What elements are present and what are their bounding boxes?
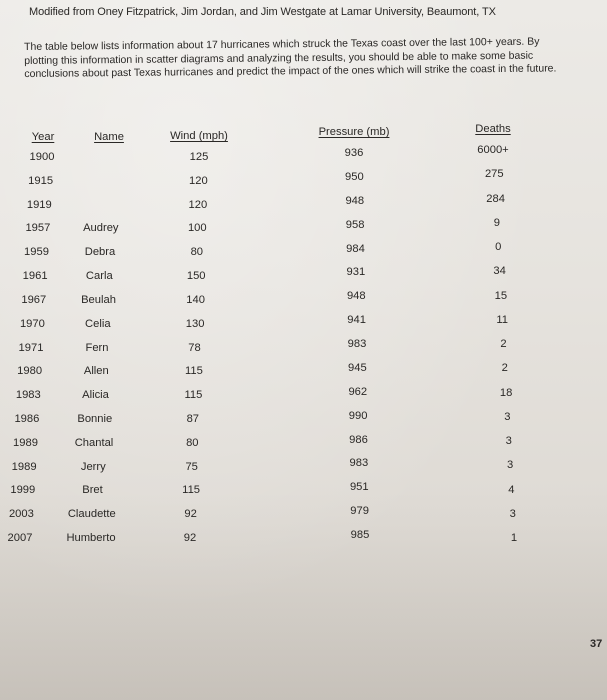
cell-wind: 140: [186, 293, 205, 306]
cell-year: 1989: [11, 460, 37, 473]
cell-deaths: 275: [484, 168, 504, 181]
cell-deaths: 9: [493, 216, 501, 229]
cell-year: 1971: [18, 341, 44, 354]
cell-pressure: 931: [346, 266, 366, 279]
cell-pressure: 941: [347, 314, 366, 327]
cell-deaths: 6000+: [477, 144, 509, 156]
cell-pressure: 985: [350, 529, 370, 541]
cell-pressure: 990: [348, 409, 368, 422]
column-header-name: Name: [94, 131, 124, 143]
cell-name: Fern: [85, 341, 109, 354]
cell-wind: 92: [183, 532, 197, 544]
cell-deaths: 3: [506, 459, 514, 472]
cell-year: 1983: [15, 389, 41, 402]
cell-pressure: 979: [350, 505, 369, 518]
cell-name: Audrey: [83, 222, 119, 235]
cell-year: 1970: [19, 317, 45, 330]
cell-deaths: 2: [501, 362, 508, 375]
cell-name: Humberto: [66, 532, 116, 544]
cell-pressure: 948: [345, 194, 365, 207]
cell-deaths: 3: [509, 507, 516, 520]
cell-wind: 80: [190, 246, 204, 259]
cell-wind: 150: [186, 270, 206, 283]
cell-year: 1961: [22, 270, 48, 283]
cell-deaths: 3: [504, 410, 511, 423]
cell-year: 1900: [29, 151, 55, 163]
cell-year: 1980: [17, 365, 43, 378]
cell-name: Bonnie: [77, 412, 113, 425]
intro-paragraph: The table below lists information about 17 hurricanes which struck the Texas coast over the last 100+ years. By plotting this information in scatter diagrams and analyzing the results, you should be able to make some basic conclusions about past Texas hurricanes and predict the impact of the ones which will strike the coast in the future.: [24, 35, 557, 80]
cell-wind: 115: [184, 365, 203, 378]
cell-pressure: 948: [346, 290, 366, 303]
column-header-wind: Wind (mph): [170, 130, 228, 142]
source-credit: Modified from Oney Fitzpatrick, Jim Jordan, and Jim Westgate at Lamar University, Beaumont, TX: [29, 6, 496, 18]
column-header-deaths: Deaths: [475, 123, 511, 135]
cell-deaths: 3: [505, 435, 512, 447]
page-number: 37: [590, 638, 603, 650]
cell-pressure: 945: [348, 361, 367, 374]
cell-wind: 80: [186, 436, 199, 449]
cell-pressure: 984: [346, 242, 365, 255]
cell-name: Bret: [82, 484, 103, 497]
cell-deaths: 15: [494, 289, 508, 302]
cell-wind: 120: [188, 198, 208, 211]
cell-deaths: 11: [496, 313, 508, 326]
cell-year: 2007: [7, 532, 33, 544]
cell-wind: 100: [187, 222, 207, 235]
cell-deaths: 0: [495, 241, 502, 253]
cell-pressure: 986: [349, 433, 368, 446]
cell-wind: 130: [185, 317, 205, 330]
cell-pressure: 951: [349, 481, 369, 494]
cell-name: Beulah: [81, 293, 116, 306]
cell-deaths: 4: [508, 483, 515, 496]
cell-wind: 78: [188, 341, 201, 354]
cell-wind: 115: [184, 389, 203, 402]
cell-name: Alicia: [82, 389, 109, 402]
column-header-year: Year: [31, 131, 55, 143]
cell-pressure: 962: [348, 385, 368, 398]
cell-wind: 115: [182, 484, 201, 497]
cell-name: Carla: [85, 270, 113, 283]
cell-deaths: 18: [499, 386, 513, 399]
cell-year: 1957: [25, 222, 51, 235]
cell-year: 1959: [24, 246, 49, 259]
cell-wind: 92: [184, 508, 197, 521]
cell-year: 1919: [26, 198, 52, 211]
cell-name: Allen: [83, 365, 109, 378]
cell-pressure: 983: [347, 338, 367, 350]
cell-deaths: 284: [486, 192, 505, 205]
cell-year: 1986: [14, 412, 40, 425]
cell-pressure: 958: [345, 218, 365, 231]
cell-name: Claudette: [67, 508, 116, 521]
cell-year: 1999: [10, 484, 36, 497]
cell-pressure: 936: [344, 147, 364, 159]
cell-deaths: 1: [510, 532, 518, 544]
cell-name: Jerry: [80, 460, 106, 473]
cell-name: Chantal: [74, 436, 114, 449]
cell-pressure: 983: [349, 457, 369, 470]
cell-wind: 125: [189, 151, 209, 163]
cell-deaths: 34: [493, 265, 506, 278]
cell-name: Celia: [85, 317, 111, 330]
cell-pressure: 950: [345, 170, 364, 183]
cell-year: 2003: [8, 508, 34, 521]
cell-year: 1915: [28, 174, 54, 187]
cell-wind: 87: [186, 412, 200, 425]
column-header-pressure: Pressure (mb): [318, 126, 390, 138]
cell-year: 1967: [21, 293, 47, 306]
cell-deaths: 2: [500, 338, 507, 350]
cell-wind: 120: [189, 174, 208, 187]
cell-name: Debra: [84, 246, 116, 259]
cell-wind: 75: [185, 460, 198, 473]
cell-year: 1989: [13, 436, 38, 449]
